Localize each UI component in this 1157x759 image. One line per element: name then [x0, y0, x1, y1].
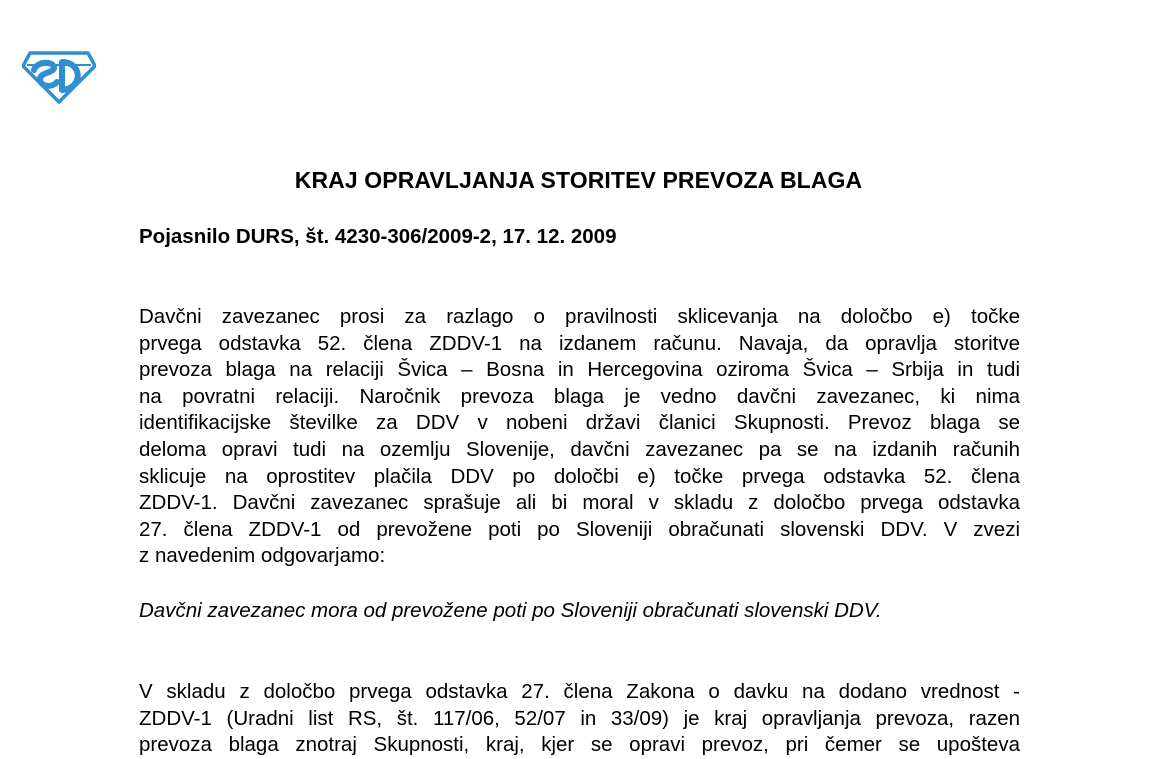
paragraph-line: V skladu z določbo prvega odstavka 27. člena Zakona o davku na dodano vrednost -: [139, 680, 1020, 703]
document-subtitle: Pojasnilo DURS, št. 4230-306/2009-2, 17. 12. 2009: [139, 225, 617, 248]
question-paragraph: [139, 304, 1020, 570]
paragraph-line: deloma opravi tudi na ozemlju Slovenije, davčni zavezanec pa se na izdanih računih: [139, 437, 1020, 461]
company-logo: [22, 50, 96, 104]
paragraph-line: identifikacijske številke za DDV v nobeni državi članici Skupnosti. Prevoz blaga se: [139, 411, 1020, 435]
paragraph-line: prevoza blaga na relaciji Švica – Bosna in Hercegovina oziroma Švica – Srbija in tudi: [139, 358, 1020, 382]
paragraph-line: prevoza blaga znotraj Skupnosti, kraj, kjer se opravi prevoz, pri čemer se upošteva: [139, 733, 1020, 757]
paragraph-line: Davčni zavezanec prosi za razlago o pravilnosti sklicevanja na določbo e) točke: [139, 305, 1020, 328]
paragraph-line: 27. člena ZDDV-1 od prevožene poti po Sloveniji obračunati slovenski DDV. V zvezi: [139, 517, 1020, 541]
paragraph-line: na povratni relaciji. Naročnik prevoza blaga je vedno davčni zavezanec, ki nima: [139, 384, 1020, 408]
legal-basis-paragraph: [139, 679, 1020, 759]
paragraph-line: sklicuje na oprostitev plačila DDV po določbi e) točke prvega odstavka 52. člena: [139, 464, 1020, 488]
answer-statement: Davčni zavezanec mora od prevožene poti po Sloveniji obračunati slovenski DDV.: [139, 599, 882, 622]
document-title: KRAJ OPRAVLJANJA STORITEV PREVOZA BLAGA: [294, 167, 863, 193]
paragraph-line: ZDDV-1 (Uradni list RS, št. 117/06, 52/07 in 33/09) je kraj opravljanja prevoza, razen: [139, 706, 1020, 730]
paragraph-line: z navedenim odgovarjamo:: [139, 544, 386, 568]
paragraph-line: prvega odstavka 52. člena ZDDV-1 na izdanem računu. Navaja, da opravlja storitve: [139, 331, 1020, 355]
logo-shield-icon: [22, 50, 96, 104]
paragraph-line: ZDDV-1. Davčni zavezanec sprašuje ali bi moral v skladu z določbo prvega odstavka: [139, 491, 1020, 515]
